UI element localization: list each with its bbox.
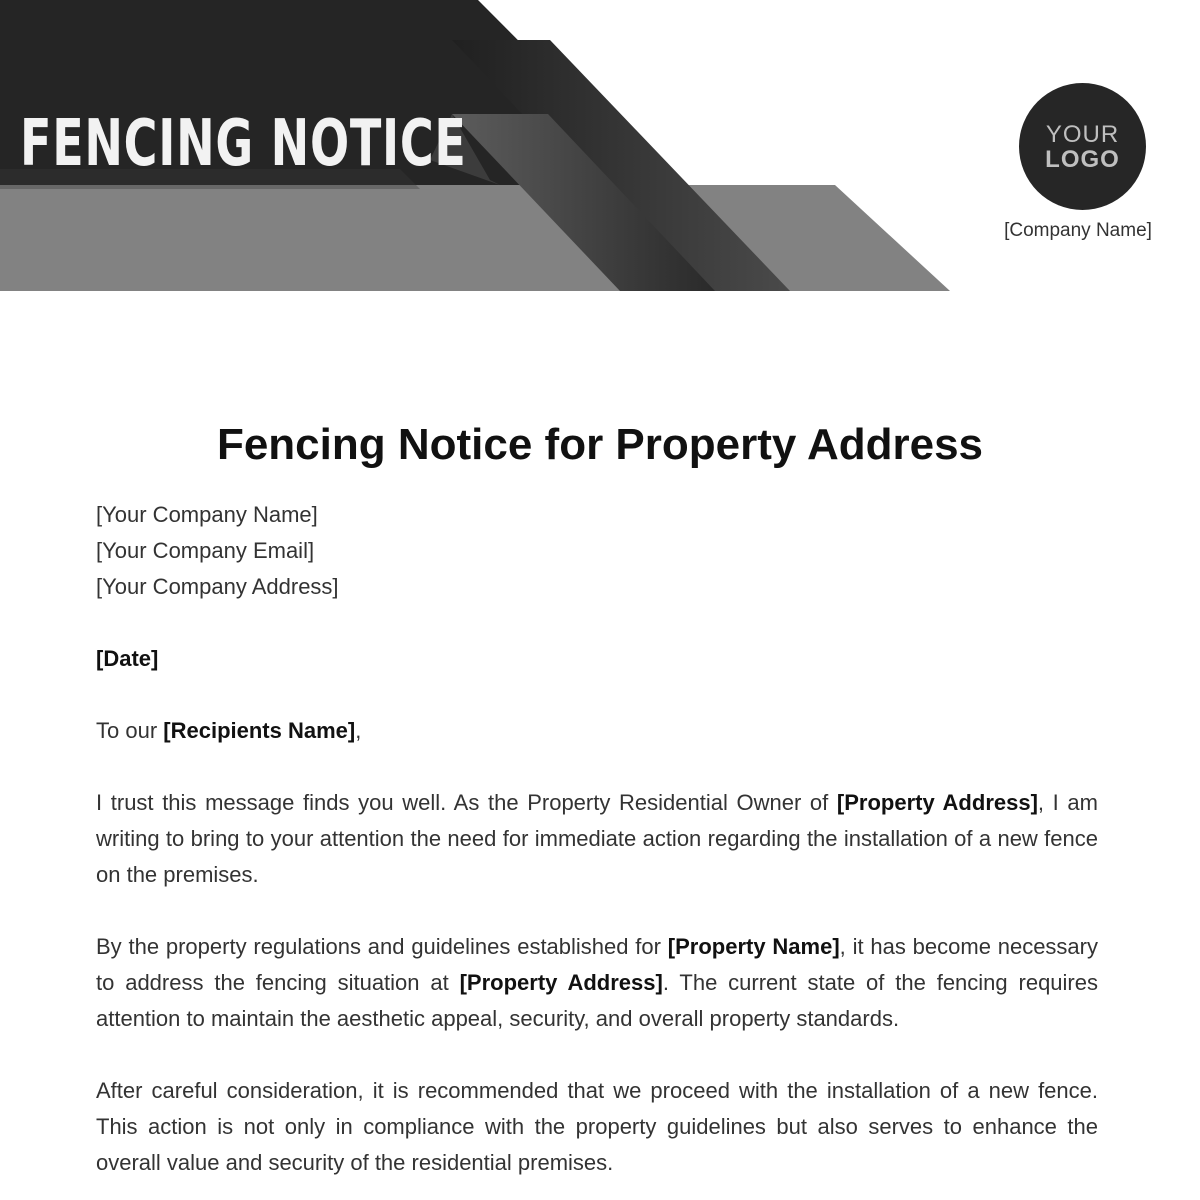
- sender-company-email: [Your Company Email]: [96, 538, 315, 563]
- sender-company-address: [Your Company Address]: [96, 574, 339, 599]
- logo-text-line2: LOGO: [1045, 145, 1120, 173]
- recipient-name: [Recipients Name]: [163, 718, 356, 743]
- header-company-name: [Company Name]: [1004, 220, 1152, 241]
- property-address-ref: [Property Address]: [836, 790, 1038, 815]
- letter-body: [96, 497, 1098, 1181]
- property-address-ref: [Property Address]: [459, 970, 663, 995]
- paragraph-3: After careful consideration, it is recommended that we proceed with the installation of a new fence. This action is not only in compliance with the property guidelines but also serves to enhance the overall value and security of the residential premises.: [96, 1078, 1098, 1175]
- letter-date: [Date]: [96, 646, 159, 671]
- property-name-ref: [Property Name]: [667, 934, 840, 959]
- logo-text-line1: YOUR: [1045, 120, 1120, 148]
- greeting: To our [Recipients Name],: [96, 718, 362, 743]
- paragraph-2: By the property regulations and guidelines established for [Property Name], it has become necessary to address the fencing situation at [Property Address]. The current state of the fencing requires attention to maintain the aesthetic appeal, security, and overall property standards.: [96, 934, 1098, 1031]
- sender-company-name: [Your Company Name]: [96, 502, 318, 527]
- document-title: Fencing Notice for Property Address: [216, 420, 984, 469]
- company-logo: [1019, 83, 1146, 210]
- banner-title: FENCING NOTICE: [20, 107, 467, 181]
- paragraph-1: I trust this message finds you well. As the Property Residential Owner of [Property Address], I am writing to bring to your attention the need for immediate action regarding the installation of a new fence on the premises.: [96, 790, 1098, 887]
- header-banner: [0, 0, 1200, 292]
